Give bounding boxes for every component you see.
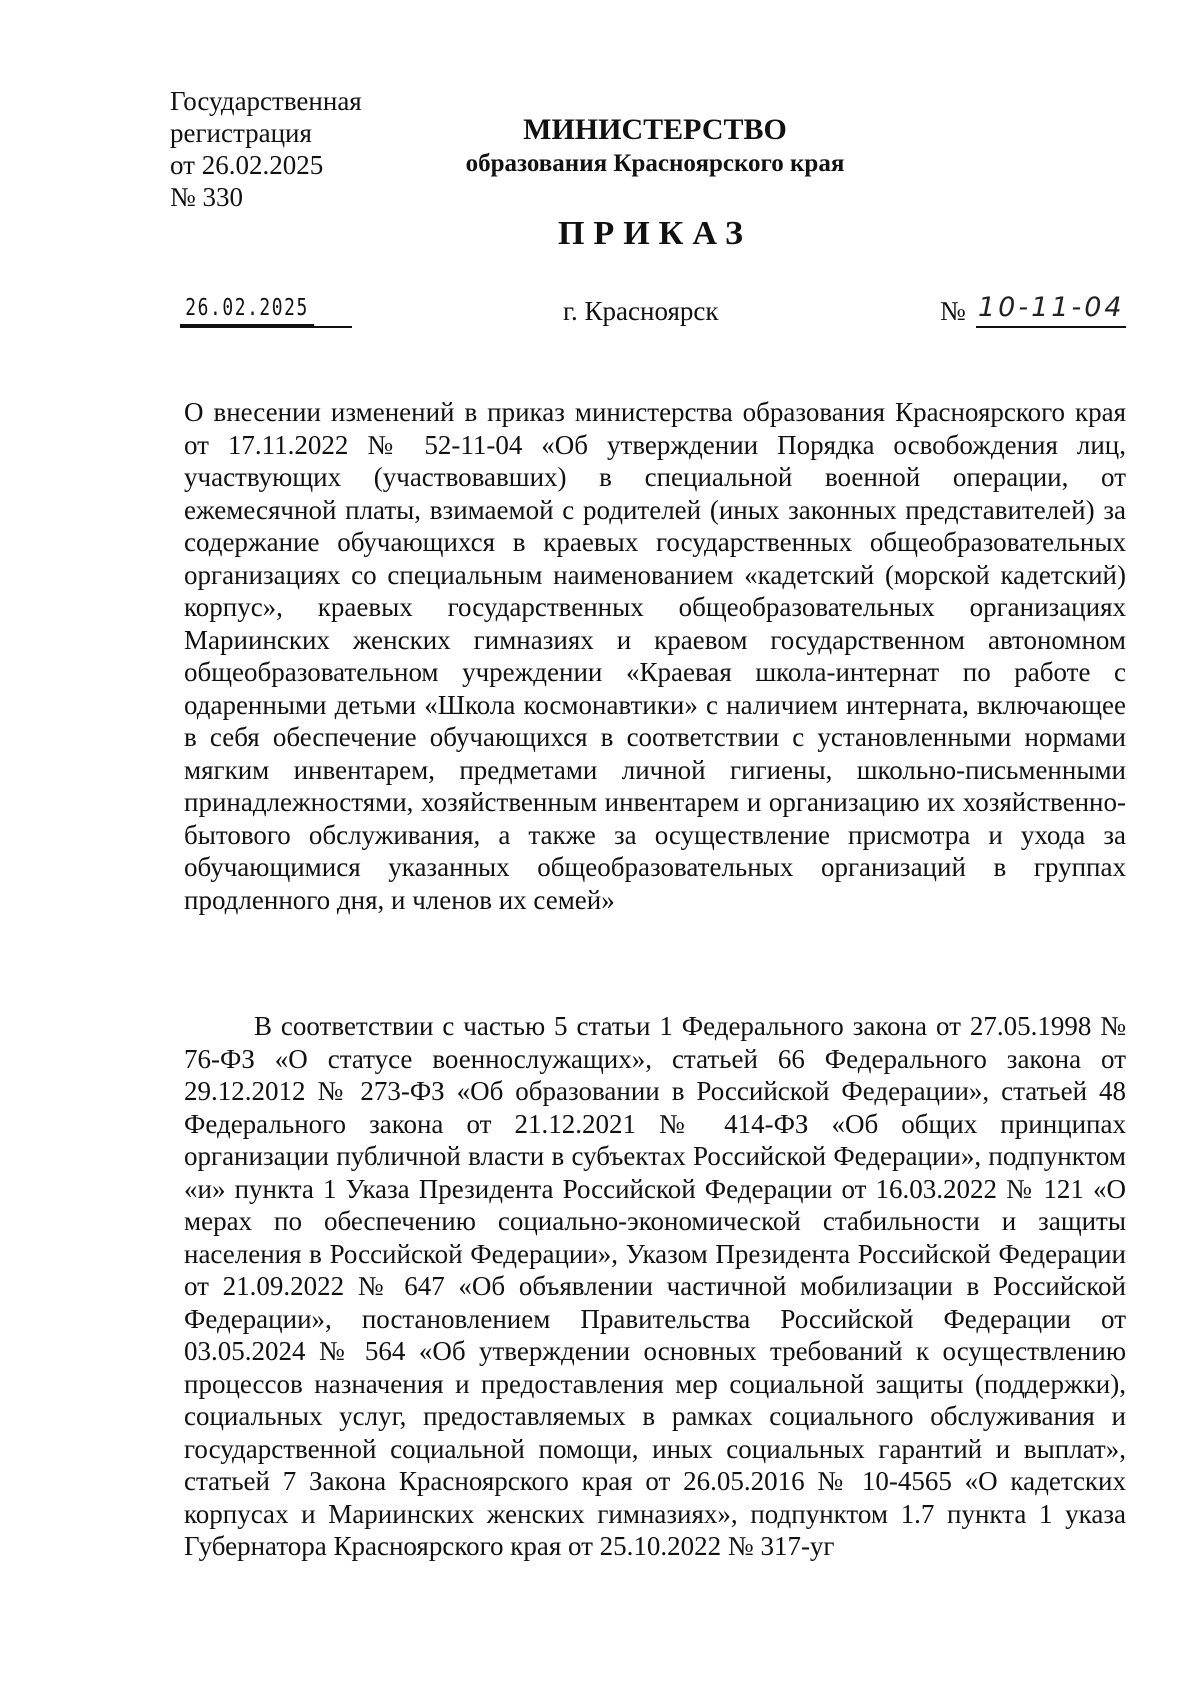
number-underline <box>976 326 1126 328</box>
ministry-subtitle: образования Красноярского края <box>465 150 845 177</box>
order-subject: О внесении изменений в приказ министерства образования Красноярского края от 17.11.2022 № 52-11-04 «Об утверждении Порядка освобождения лиц, участвующих (участвовавших) в специальной военной операции, от ежемесячной платы, взимаемой с родителей (иных законных представителей) за содержание обучающихся в краевых государственных общеобразовательных организациях со специальным наименованием «кадетский (морской кадетский) корпус», краевых государственных общеобразовательных организациях Мариинских женских гимназиях и краевом государственном автономном общеобразовательном учреждении «Краевая школа-интернат по работе с одаренными детьми «Школа космонавтики» с наличием интерната, включающее в себя обеспечение обучающихся в соответствии с установленными нормами мягким инвентарем, предметами личной гигиены, школьно-письменными принадлежностями, хозяйственным инвентарем и организацию их хозяйственно-бытового обслуживания, а также за осуществление присмотра и ухода за обучающимися указанных общеобразовательных организаций в группах продленного дня, и членов их семей» <box>184 397 1126 915</box>
ministry-header <box>420 112 890 180</box>
registration-line-2: регистрация <box>170 118 312 148</box>
registration-line-4: № 330 <box>170 182 244 212</box>
number-sign: № <box>940 296 966 326</box>
ministry-title: МИНИСТЕРСТВО <box>523 113 787 146</box>
order-number <box>940 290 1132 328</box>
order-body-paragraph: В соответствии с частью 5 статьи 1 Федерального закона от 27.05.1998 № 76-ФЗ «О статусе военнослужащих», статьей 66 Федерального закона от 29.12.2012 № 273-ФЗ «Об образовании в Российской Федерации», статьей 48 Федерального закона от 21.12.2021 № 414-ФЗ «Об общих принципах организации публичной власти в субъектах Российской Федерации», подпунктом «и» пункта 1 Указа Президента Российской Федерации от 16.03.2022 № 121 «О мерах по обеспечению социально-экономической стабильности и защиты населения в Российской Федерации», Указом Президента Российской Федерации от 21.09.2022 № 647 «Об объявлении частичной мобилизации в Российской Федерации», постановлением Правительства Российской Федерации от 03.05.2024 № 564 «Об утверждении основных требований к осуществлению процессов назначения и предоставления мер социальной защиты (поддержки), социальных услуг, предоставляемых в рамках социального обслуживания и государственной социальной помощи, иных социальных гарантий и выплат», статьей 7 Закона Красноярского края от 26.05.2016 № 10-4565 «О кадетских корпусах и Мариинских женских гимназиях», подпунктом 1.7 пункта 1 указа Губернатора Красноярского края от 25.10.2022 № 317-уг <box>184 1011 1126 1561</box>
order-city: г. Красноярск <box>563 296 719 326</box>
registration-line-1: Государственная <box>170 86 362 116</box>
date-underline <box>180 326 352 328</box>
order-date: 26.02.2025 <box>180 292 314 326</box>
order-number-value: 10-11-04 <box>978 292 1125 323</box>
order-title: ПРИКАЗ <box>558 215 752 252</box>
registration-stamp <box>170 85 362 213</box>
registration-line-3: от 26.02.2025 <box>170 150 324 180</box>
